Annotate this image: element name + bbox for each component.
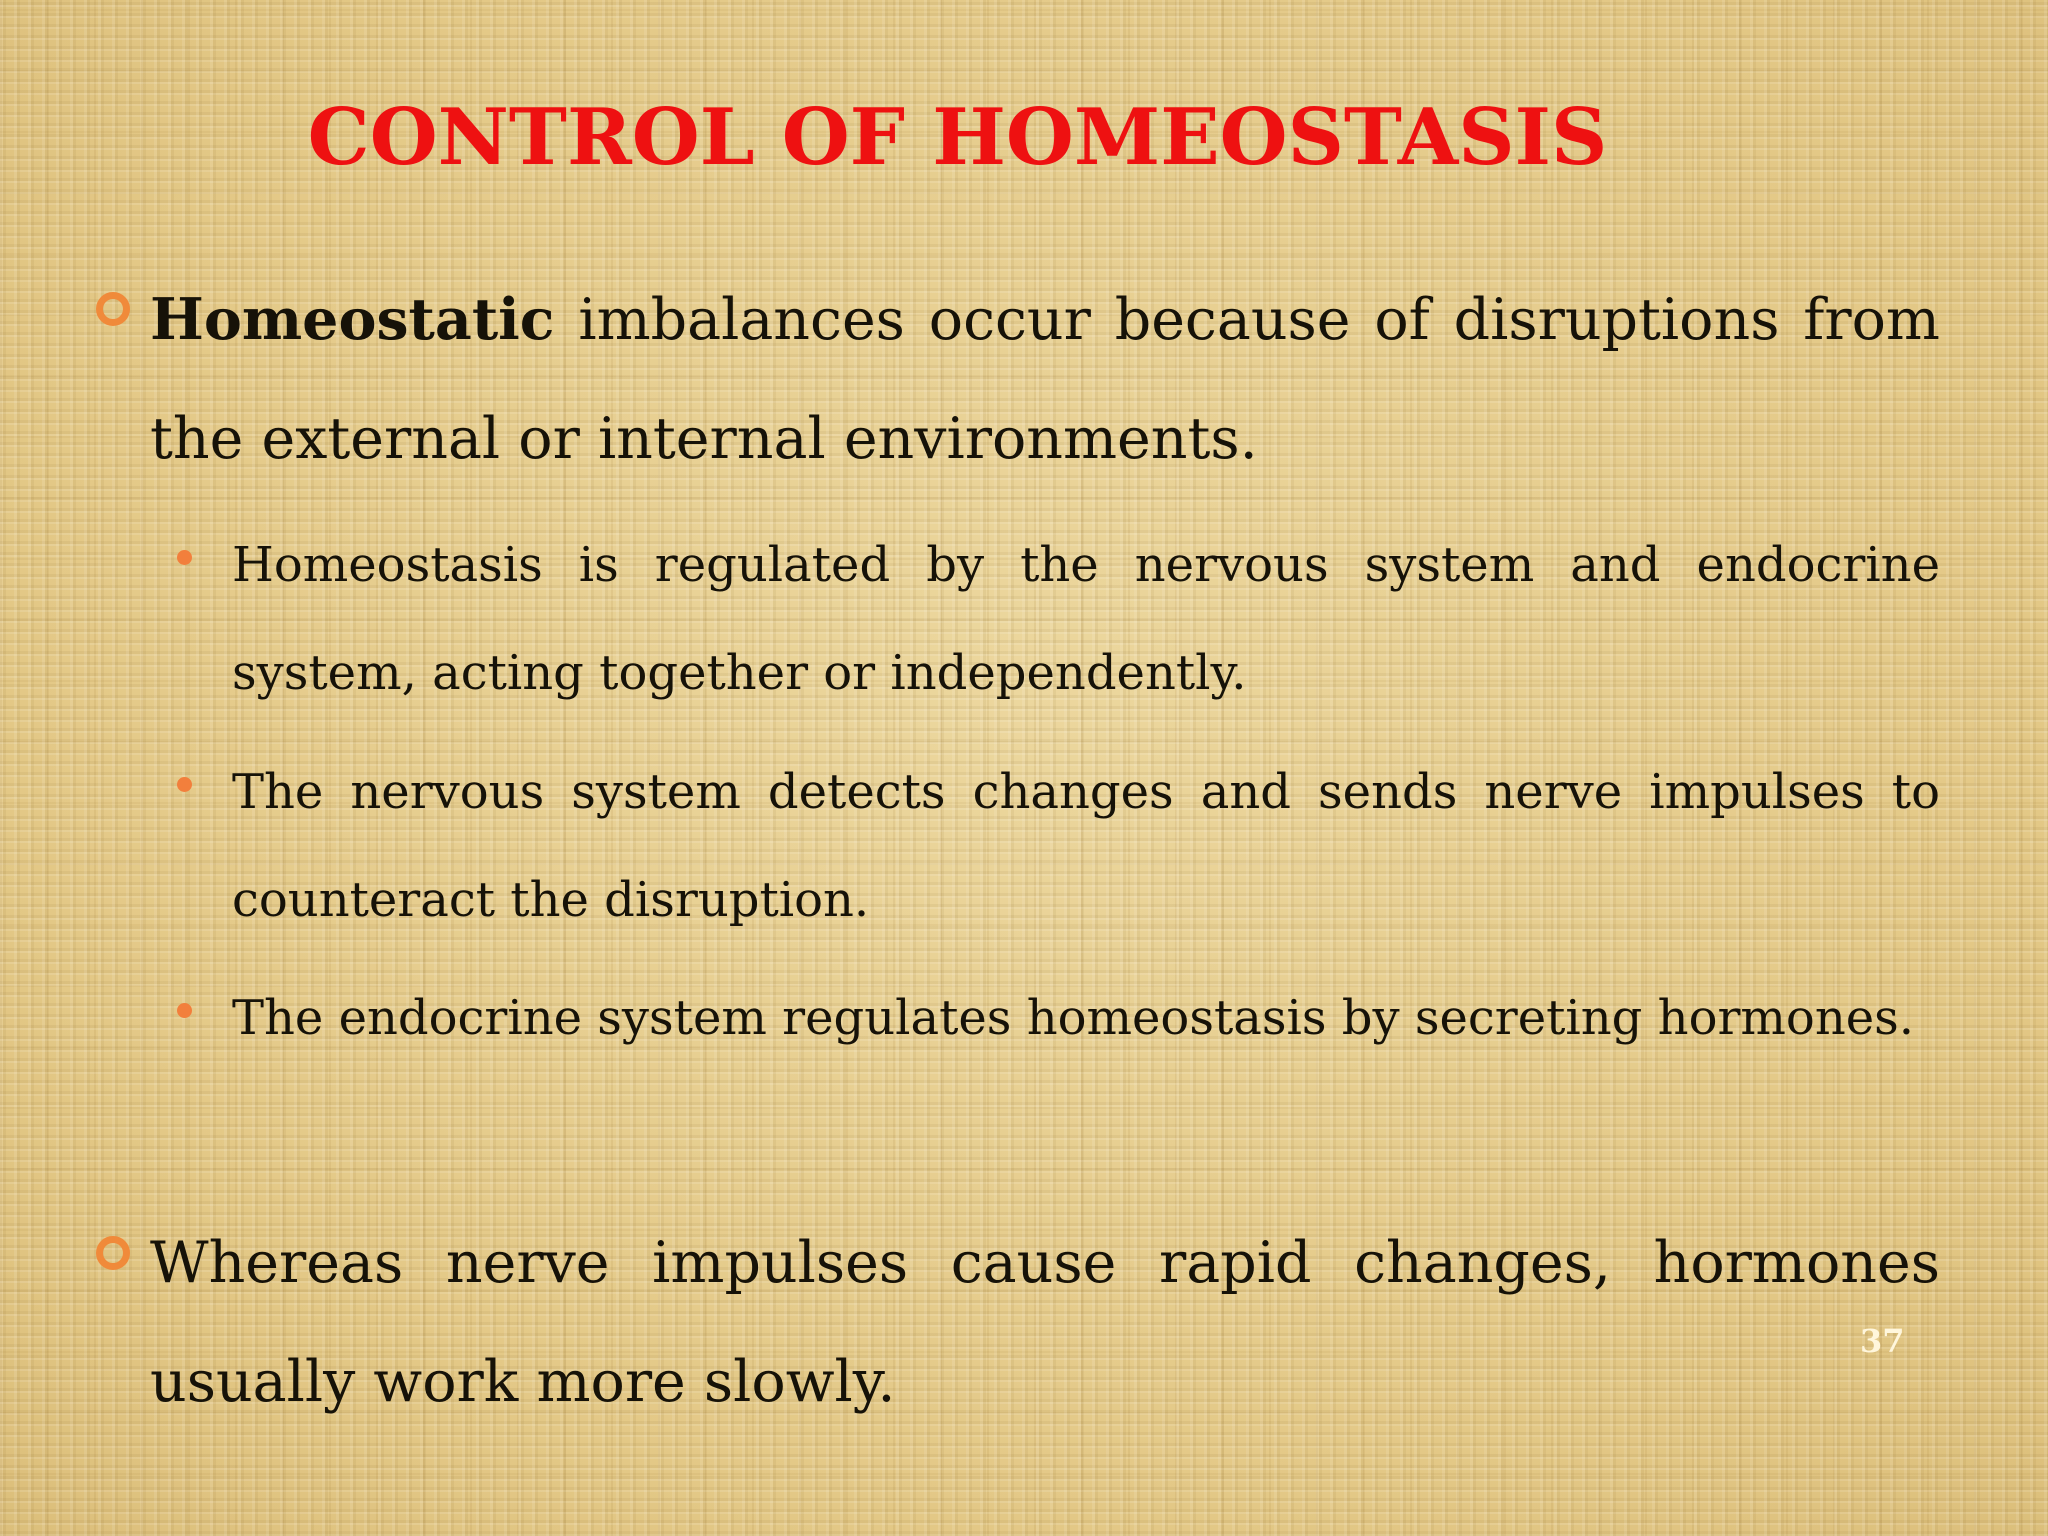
bullet-body-1: imbalances occur because of disruptions from the external or internal environments.	[150, 287, 1940, 472]
bullet-text-2: Whereas nerve impulses cause rapid changes, hormones usually work more slowly.	[150, 1230, 1940, 1415]
dot-bullet-icon	[177, 550, 192, 565]
ring-bullet-icon	[96, 292, 130, 326]
page-number: 37	[1860, 1322, 1905, 1360]
dot-bullet-icon	[177, 777, 192, 792]
slide-title: CONTROL OF HOMEOSTASIS	[307, 92, 1608, 183]
sub-bullet-text-1: Homeostasis is regulated by the nervous system and endocrine system, acting together or independently.	[232, 537, 1940, 701]
sub-bullet-text-3: The endocrine system regulates homeostasis by secreting hormones.	[232, 990, 1915, 1046]
bullet-bold-lead-1: Homeostatic	[150, 286, 555, 353]
dot-bullet-icon	[177, 1003, 192, 1018]
sub-bullet-text-2: The nervous system detects changes and sends nerve impulses to counteract the disruption.	[232, 764, 1940, 928]
bullet-text-1	[150, 260, 1940, 499]
ring-bullet-icon	[96, 1236, 130, 1270]
